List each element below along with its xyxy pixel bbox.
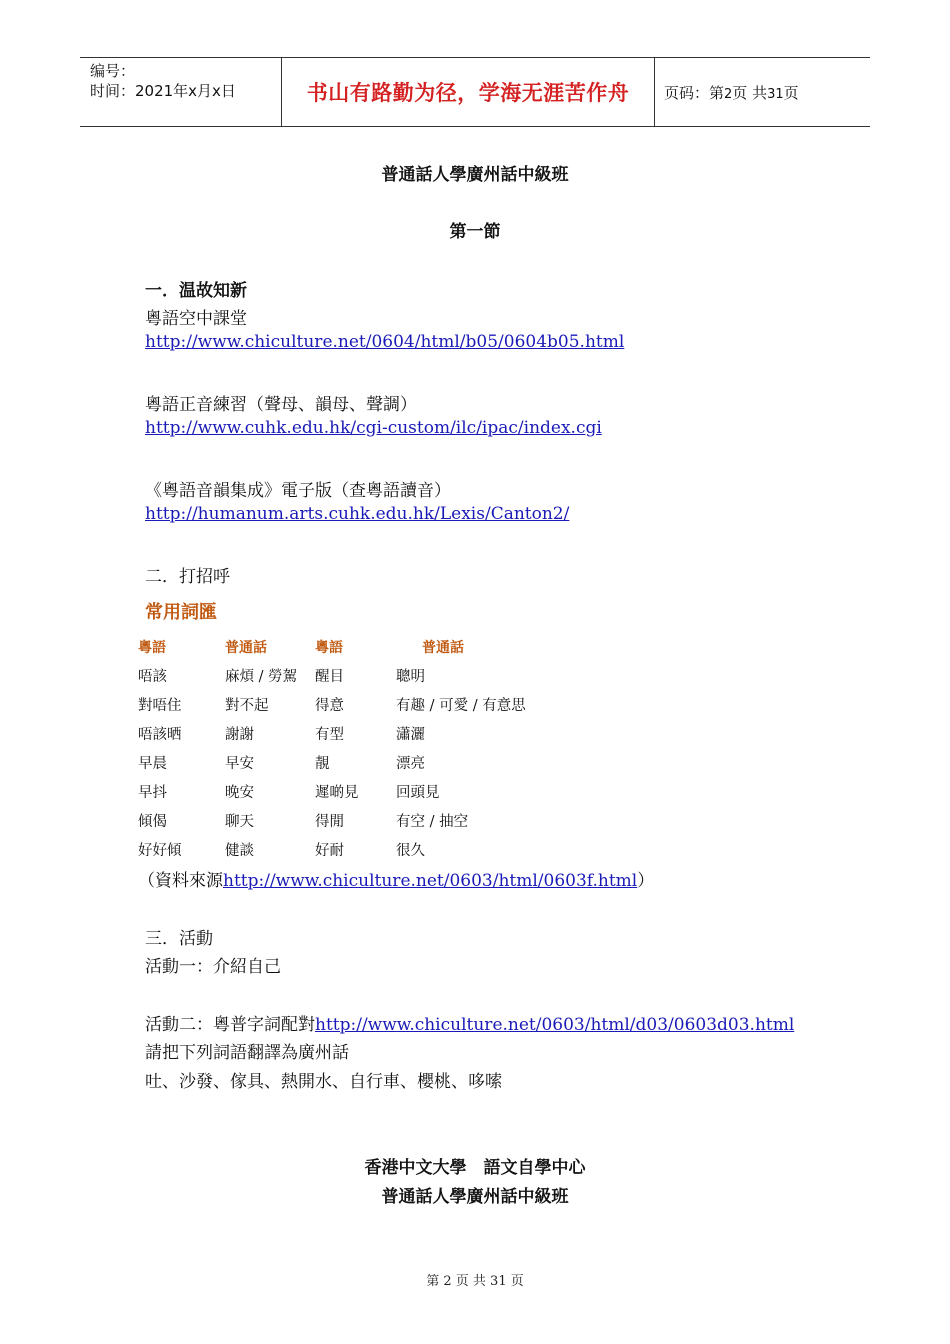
page-suffix: 页 (783, 83, 799, 102)
closing-line-2: 普通話人學廣州話中級班 (381, 1187, 569, 1207)
vocab-cell: 回頭見 (396, 785, 440, 801)
vocab-cell: 謝謝 (225, 727, 254, 743)
vocab-cell: 瀟灑 (396, 727, 425, 743)
activity1-text: 活動一：介紹自己 (145, 957, 281, 977)
source-link[interactable]: http://www.chiculture.net/0603/html/0603f.html (223, 871, 638, 891)
part3-heading: 三．活動 (145, 929, 213, 949)
page-footer: 第 2 页 共 31 页 (426, 1274, 524, 1289)
vocab-cell: 聊天 (225, 814, 254, 830)
vocab-cell: 對唔住 (138, 698, 182, 714)
vocab-cell: 唔該 (138, 669, 167, 685)
section-title: 第一節 (449, 222, 501, 242)
source-suffix: ） (637, 871, 655, 891)
activity2-prefix: 活動二：粵普字詞配對 (145, 1015, 315, 1035)
vocab-cell: 靚 (315, 756, 330, 772)
vocab-title: 常用詞匯 (145, 602, 217, 623)
source-prefix: （資料來源 (138, 871, 223, 891)
vocab-cell: 醒目 (315, 669, 344, 685)
part1-item1-label: 粵語空中課堂 (145, 309, 247, 329)
words-list: 吐、沙發、傢具、熱開水、自行車、櫻桃、哆嗦 (145, 1072, 502, 1092)
vocab-cell: 傾偈 (138, 814, 167, 830)
header-page-info (655, 58, 870, 126)
activity2-link[interactable]: http://www.chiculture.net/0603/html/d03/0603d03.html (315, 1015, 795, 1035)
page-number: 2 (724, 86, 733, 102)
activity2-line (145, 1010, 794, 1035)
vocab-cell: 好好傾 (138, 843, 182, 859)
vocab-cell: 麻煩 / 勞駕 (225, 669, 298, 685)
vocab-cell: 早晨 (138, 756, 167, 772)
header-time-label: 时间：2021年x月x日 (90, 82, 236, 100)
vocab-cell: 遲啲見 (315, 785, 359, 801)
vocab-cell: 有型 (315, 727, 344, 743)
instruction-text: 請把下列詞語翻譯為廣州話 (145, 1043, 349, 1063)
vocab-cell: 得意 (315, 698, 344, 714)
vocab-cell: 好耐 (315, 843, 344, 859)
header-motto: 书山有路勤为径，学海无涯苦作舟 (282, 58, 655, 126)
col-header-cantonese-2: 粵語 (315, 640, 343, 656)
source-line (138, 866, 654, 891)
vocab-cell: 有趣 / 可愛 / 有意思 (396, 698, 526, 714)
part1-heading: 一．温故知新 (145, 281, 247, 301)
vocab-cell: 早抖 (138, 785, 167, 801)
vocab-cell: 早安 (225, 756, 254, 772)
header-meta-cell (80, 58, 282, 126)
part1-item2-label: 粵語正音練習（聲母、韻母、聲調） (145, 395, 417, 415)
vocab-cell: 很久 (396, 843, 425, 859)
header-number-label: 编号： (90, 62, 136, 80)
vocab-cell: 唔該晒 (138, 727, 182, 743)
vocab-cell: 有空 / 抽空 (396, 814, 469, 830)
part1-item3-label: 《粵語音韻集成》電子版（查粵語讀音） (145, 481, 451, 501)
vocab-cell: 聰明 (396, 669, 425, 685)
vocab-cell: 得閒 (315, 814, 344, 830)
page-header-table (80, 57, 870, 127)
part1-item1-link[interactable]: http://www.chiculture.net/0604/html/b05/0604b05.html (145, 332, 625, 352)
vocab-cell: 對不起 (225, 698, 269, 714)
col-header-mandarin-1: 普通話 (225, 640, 267, 656)
page-prefix: 页码：第 (664, 83, 725, 102)
page-mid: 页 共 (732, 83, 768, 102)
closing-line-1: 香港中文大學 語文自學中心 (364, 1158, 586, 1178)
vocab-cell: 健談 (225, 843, 254, 859)
document-title: 普通話人學廣州話中級班 (381, 165, 569, 185)
col-header-mandarin-2: 普通話 (422, 640, 464, 656)
part1-item2-link[interactable]: http://www.cuhk.edu.hk/cgi-custom/ilc/ipac/index.cgi (145, 418, 602, 438)
part1-item3-link[interactable]: http://humanum.arts.cuhk.edu.hk/Lexis/Canton2/ (145, 504, 570, 524)
col-header-cantonese-1: 粵語 (138, 640, 166, 656)
vocab-cell: 晚安 (225, 785, 254, 801)
page-total: 31 (767, 86, 784, 102)
part2-heading: 二．打招呼 (145, 567, 230, 587)
vocab-cell: 漂亮 (396, 756, 425, 772)
